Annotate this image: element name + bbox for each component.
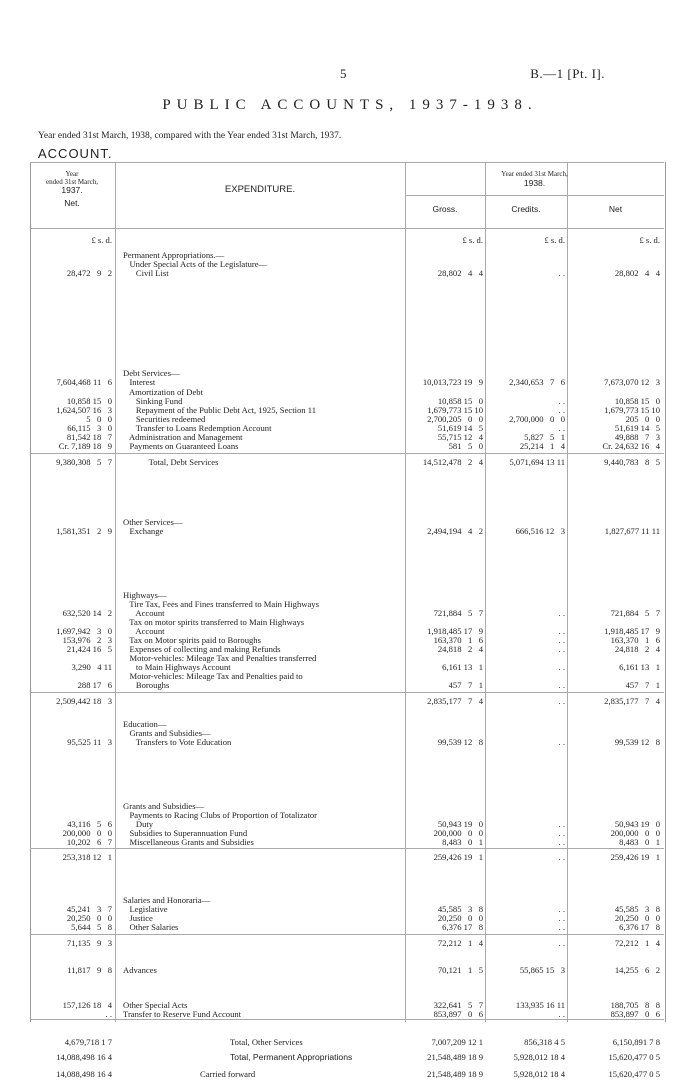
net-amount: 6,161 13 1 [619, 662, 660, 672]
prior-amount: 1,624,507 16 3 [56, 405, 112, 415]
row-description: Other Services— [123, 517, 183, 527]
credits-amount: . . [558, 626, 565, 636]
row-description: Grants and Subsidies— [123, 801, 205, 811]
net-header: Net [608, 204, 623, 214]
gross-amount: 2,835,177 7 4 [427, 696, 483, 706]
gross-amount: 24,818 2 4 [437, 644, 483, 654]
gross-amount: 1,679,773 15 10 [427, 405, 483, 415]
column-divider [567, 162, 568, 1022]
credits-amount: . . [558, 737, 565, 747]
prior-amount: 14,088,498 16 4 [56, 1069, 112, 1079]
prior-amount: 200,000 0 0 [62, 828, 112, 838]
row-description: Account [123, 626, 165, 636]
row-description: Motor-vehicles: Mileage Tax and Penalties paid to [123, 671, 303, 681]
credits-amount: . . [558, 922, 565, 932]
prior-amount: 20,250 0 0 [66, 913, 112, 923]
prior-amount: 45,241 3 7 [66, 904, 112, 914]
gross-amount: 10,013,723 19 9 [422, 377, 483, 387]
page-title: PUBLIC ACCOUNTS, 1937-1938. [162, 97, 538, 113]
row-description: Motor-vehicles: Mileage Tax and Penalties transferred [123, 653, 317, 663]
credits-amount: . . [558, 396, 565, 406]
gross-amount: 55,715 12 4 [437, 432, 483, 442]
row-description: Boroughs [123, 680, 170, 690]
net-amount: 10,858 15 0 [614, 396, 660, 406]
header-rule [30, 228, 664, 229]
prior-amount: 11,817 9 8 [67, 965, 112, 975]
prior-amount: 288 17 6 [77, 680, 112, 690]
prior-amount: 28,472 9 2 [66, 268, 112, 278]
net-amount: 259,426 19 1 [610, 852, 660, 862]
net-amount: 9,440,783 8 5 [604, 457, 660, 467]
net-amount: 50,943 19 0 [614, 819, 660, 829]
row-description: Civil List [123, 268, 169, 278]
row-description: Salaries and Honoraria— [123, 895, 211, 905]
credits-amount: . . [558, 819, 565, 829]
gross-amount: 45,585 3 8 [437, 904, 483, 914]
credits-amount: 5,071,694 13 11 [509, 457, 565, 467]
subtotal-rule [30, 692, 664, 693]
row-description: Tax on motor spirits transferred to Main Highways [123, 617, 305, 627]
credits-amount: 55,865 15 3 [519, 965, 565, 975]
credits-amount: . . [558, 680, 565, 690]
credits-header: Credits. [511, 204, 541, 214]
gross-amount: 721,884 5 7 [433, 608, 483, 618]
gross-amount: 50,943 19 0 [437, 819, 483, 829]
row-description: Account [123, 608, 165, 618]
row-description: Transfers to Vote Education [123, 737, 232, 747]
credits-amount: 2,700,000 0 0 [509, 414, 565, 424]
lsd-header: £ s. d. [91, 235, 112, 245]
row-description: Education— [123, 719, 167, 729]
subtotal-rule [30, 848, 664, 849]
row-description: Other Salaries [123, 922, 179, 932]
row-description: Payments on Guaranteed Loans [123, 441, 239, 451]
prior-amount: 21,424 16 5 [66, 644, 112, 654]
net-amount: 205 0 0 [625, 414, 660, 424]
row-description: Subsidies to Superannuation Fund [123, 828, 248, 838]
credits-amount: . . [558, 904, 565, 914]
gross-amount: 21,548,489 18 9 [427, 1052, 483, 1062]
account-label: ACCOUNT. [38, 146, 113, 161]
report-reference: B.—1 [Pt. I]. [530, 66, 605, 81]
net-amount: 6,376 17 8 [619, 922, 660, 932]
prior-amount: 253,318 12 1 [62, 852, 112, 862]
row-description: Expenses of collecting and making Refunds [123, 644, 281, 654]
prior-amount: 632,520 14 2 [62, 608, 112, 618]
subtotal-rule [30, 453, 664, 454]
credits-amount: . . [558, 423, 565, 433]
row-description: Justice [123, 913, 153, 923]
row-description: Under Special Acts of the Legislature— [123, 259, 268, 269]
expenditure-header: EXPENDITURE. [224, 184, 296, 195]
row-description: Grants and Subsidies— [123, 728, 211, 738]
row-description: Payments to Racing Clubs of Proportion of Totalizator [123, 810, 318, 820]
net-amount: 6,150,891 7 8 [612, 1037, 660, 1047]
row-description: Transfer to Reserve Fund Account [123, 1009, 242, 1019]
column-divider [115, 162, 116, 1022]
gross-amount: 2,700,205 0 0 [427, 414, 483, 424]
credits-amount: . . [558, 852, 565, 862]
net-amount: 72,212 1 4 [614, 938, 660, 948]
page-subtitle: Year ended 31st March, 1938, compared with the Year ended 31st March, 1937. [38, 131, 342, 141]
gross-amount: 10,858 15 0 [437, 396, 483, 406]
net-amount: 1,918,485 17 9 [604, 626, 660, 636]
row-description: Miscellaneous Grants and Subsidies [123, 837, 254, 847]
gross-amount: 28,802 4 4 [437, 268, 483, 278]
net-amount: 45,585 3 8 [614, 904, 660, 914]
gross-header: Gross. [432, 204, 458, 214]
net-amount: 28,802 4 4 [614, 268, 660, 278]
prior-amount: 10,858 15 0 [66, 396, 112, 406]
prior-amount: 66,115 3 0 [67, 423, 112, 433]
credits-amount: . . [558, 913, 565, 923]
row-description: Debt Services— [123, 368, 180, 378]
gross-amount: 853,897 0 6 [433, 1009, 483, 1019]
row-description: Repayment of the Public Debt Act, 1925, Section 11 [123, 405, 317, 415]
row-description: Tire Tax, Fees and Fines transferred to Main Highways [123, 599, 319, 609]
credits-amount: 5,928,012 18 4 [513, 1052, 565, 1062]
net-amount: 15,620,477 0 5 [608, 1052, 660, 1062]
gross-amount: 163,370 1 6 [433, 635, 483, 645]
credits-amount: . . [558, 696, 565, 706]
prior-amount: 1,581,351 2 9 [56, 526, 112, 536]
gross-amount: 1,918,485 17 9 [427, 626, 483, 636]
row-description: to Main Highways Account [123, 662, 231, 672]
net-amount: 163,370 1 6 [610, 635, 660, 645]
net-amount: 51,619 14 5 [614, 423, 660, 433]
net-amount: 20,250 0 0 [614, 913, 660, 923]
current-year-header: 1938. [523, 178, 546, 188]
prior-amount: 9,380,308 5 7 [56, 457, 112, 467]
gross-amount: 322,641 5 7 [433, 1000, 483, 1010]
gross-amount: 8,483 0 1 [442, 837, 483, 847]
header-rule [405, 195, 664, 196]
prior-year-header: 1937. [61, 185, 83, 195]
net-amount: 24,818 2 4 [614, 644, 660, 654]
row-description: Legislative [123, 904, 168, 914]
net-amount: 14,255 6 2 [614, 965, 660, 975]
gross-amount: 99,539 12 8 [437, 737, 483, 747]
row-description: Amortization of Debt [123, 387, 203, 397]
gross-amount: 200,000 0 0 [433, 828, 483, 838]
net-amount: 188,705 8 8 [610, 1000, 660, 1010]
net-amount: 1,679,773 15 10 [604, 405, 660, 415]
gross-amount: 51,619 14 5 [437, 423, 483, 433]
credits-amount: . . [558, 662, 565, 672]
credits-amount: 5,928,012 18 4 [513, 1069, 565, 1079]
row-description: Highways— [123, 590, 167, 600]
credits-amount: . . [558, 268, 565, 278]
prior-net-header: Net. [64, 198, 80, 208]
page-number: 5 [340, 66, 347, 81]
row-description: Exchange [123, 526, 164, 536]
prior-amount: 95,525 11 3 [67, 737, 112, 747]
net-amount: 2,835,177 7 4 [604, 696, 660, 706]
prior-amount: 10,202 6 7 [66, 837, 112, 847]
credits-amount: . . [558, 1009, 565, 1019]
net-amount: 1,827,677 11 11 [604, 526, 660, 536]
net-amount: 457 7 1 [625, 680, 660, 690]
current-year-header: Year ended 31st March, [501, 170, 568, 178]
prior-year-header: ended 31st March, [46, 178, 98, 186]
prior-amount: 157,126 18 4 [62, 1000, 112, 1010]
prior-amount: . . [105, 1009, 112, 1019]
credits-amount: 25,214 1 4 [519, 441, 565, 451]
credits-amount: 133,935 16 11 [515, 1000, 565, 1010]
prior-amount: 2,509,442 18 3 [56, 696, 112, 706]
credits-amount: . . [558, 837, 565, 847]
column-divider [405, 162, 406, 1022]
row-description: Total, Permanent Appropriations [230, 1052, 353, 1062]
net-amount: 200,000 0 0 [610, 828, 660, 838]
prior-amount: 153,976 2 3 [62, 635, 112, 645]
row-description: Sinking Fund [123, 396, 183, 406]
net-amount: 7,673,070 12 3 [604, 377, 660, 387]
row-description: Transfer to Loans Redemption Account [123, 423, 272, 433]
gross-amount: 72,212 1 4 [437, 938, 483, 948]
net-amount: 49,888 7 3 [614, 432, 660, 442]
prior-amount: 7,604,468 11 6 [56, 377, 112, 387]
row-description: Interest [123, 377, 156, 387]
prior-amount: 14,088,498 16 4 [56, 1052, 112, 1062]
row-description: Tax on Motor spirits paid to Boroughs [123, 635, 261, 645]
prior-amount: 5 0 0 [86, 414, 112, 424]
prior-amount: 3,290 4 11 [71, 662, 112, 672]
prior-amount: 5,644 5 8 [71, 922, 112, 932]
net-amount: 8,483 0 1 [619, 837, 660, 847]
gross-amount: 14,512,478 2 4 [422, 457, 483, 467]
gross-amount: 2,494,194 4 2 [427, 526, 483, 536]
lsd-header: £ s. d. [639, 235, 660, 245]
credits-amount: . . [558, 644, 565, 654]
prior-amount: 43,116 5 6 [67, 819, 112, 829]
gross-amount: 70,121 1 5 [437, 965, 483, 975]
prior-amount: 4,679,718 1 7 [64, 1037, 112, 1047]
prior-amount: Cr. 7,189 18 9 [58, 441, 112, 451]
net-amount: 853,897 0 6 [610, 1009, 660, 1019]
credits-amount: 666,516 12 3 [515, 526, 565, 536]
prior-year-header: Year [65, 170, 79, 178]
credits-amount: . . [558, 635, 565, 645]
prior-amount: 1,697,942 3 0 [56, 626, 112, 636]
row-description: Total, Debt Services [123, 457, 219, 467]
gross-amount: 6,376 17 8 [442, 922, 483, 932]
row-description: Permanent Appropriations.— [123, 250, 225, 260]
column-divider [485, 162, 486, 1022]
credits-amount: . . [558, 938, 565, 948]
prior-amount: 71,135 9 3 [66, 938, 112, 948]
credits-amount: . . [558, 405, 565, 415]
lsd-header: £ s. d. [544, 235, 565, 245]
gross-amount: 457 7 1 [448, 680, 483, 690]
credits-amount: 2,340,653 7 6 [509, 377, 565, 387]
row-description: Total, Other Services [230, 1037, 303, 1047]
gross-amount: 6,161 13 1 [442, 662, 483, 672]
credits-amount: 856,318 4 5 [524, 1037, 565, 1047]
credits-amount: . . [558, 828, 565, 838]
gross-amount: 20,250 0 0 [437, 913, 483, 923]
gross-amount: 259,426 19 1 [433, 852, 483, 862]
credits-amount: 5,827 5 1 [524, 432, 565, 442]
row-description: Carried forward [200, 1069, 256, 1079]
row-description: Advances [123, 965, 157, 975]
prior-amount: 81,542 18 7 [66, 432, 112, 442]
subtotal-rule [30, 934, 664, 935]
row-description: Duty [123, 819, 154, 829]
gross-amount: 21,548,489 18 9 [427, 1069, 483, 1079]
net-amount: Cr. 24,632 16 4 [602, 441, 660, 451]
row-description: Securities redeemed [123, 414, 206, 424]
credits-amount: . . [558, 608, 565, 618]
lsd-header: £ s. d. [462, 235, 483, 245]
net-amount: 721,884 5 7 [610, 608, 660, 618]
gross-amount: 581 5 0 [448, 441, 483, 451]
net-amount: 99,539 12 8 [614, 737, 660, 747]
row-description: Administration and Management [123, 432, 243, 442]
row-description: Other Special Acts [123, 1000, 188, 1010]
net-amount: 15,620,477 0 5 [608, 1069, 660, 1079]
header-rule [30, 162, 664, 163]
gross-amount: 7,007,209 12 1 [431, 1037, 483, 1047]
